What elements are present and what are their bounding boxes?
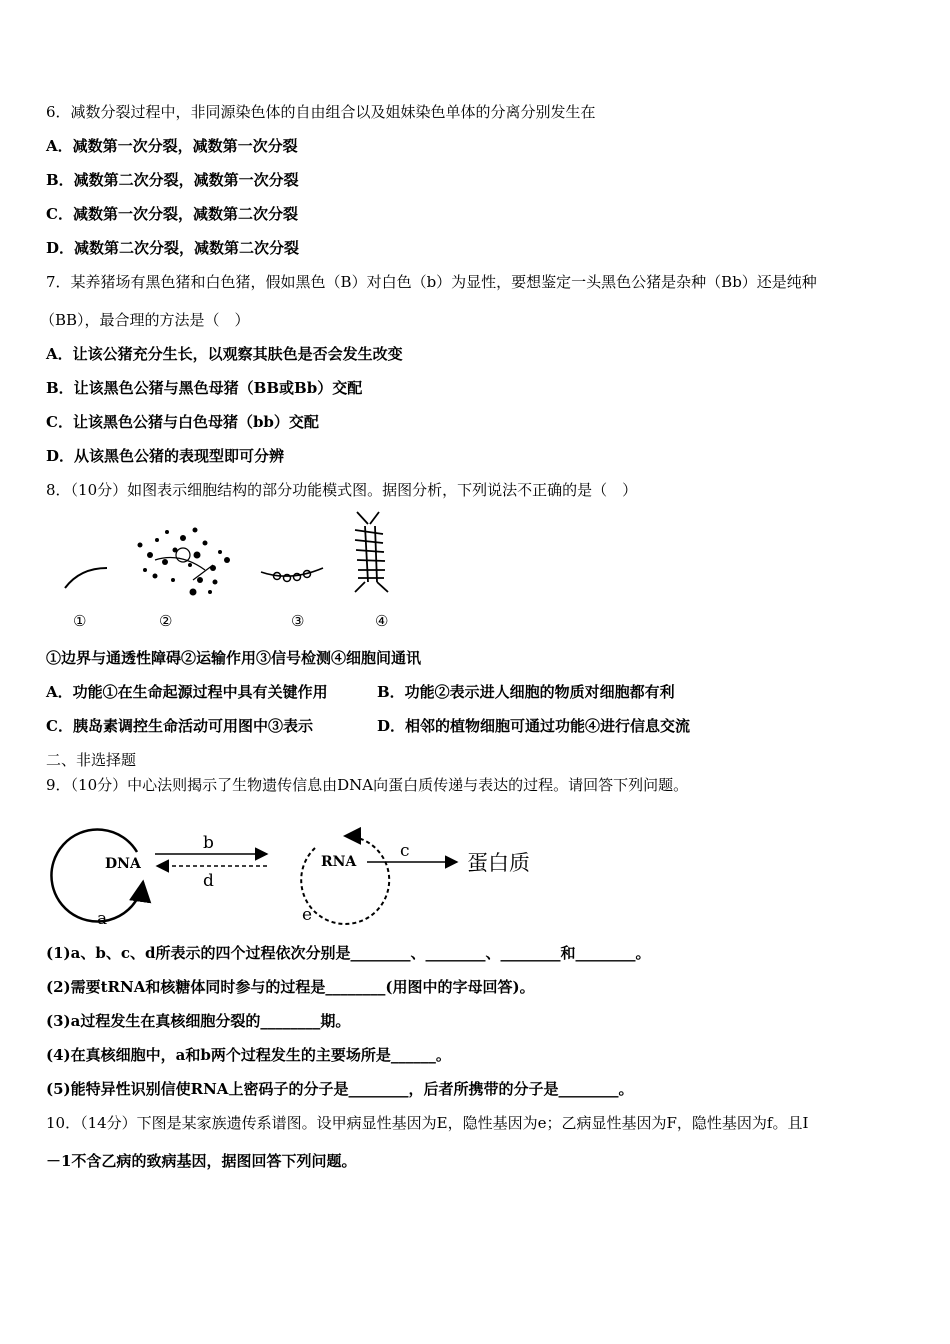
figure-label-2: ②	[159, 612, 173, 630]
replication-loop	[51, 830, 143, 922]
section-heading: 二、非选择题	[46, 751, 137, 769]
cell-function-figure	[55, 510, 415, 635]
q9-sub-4: (4)在真核细胞中，a和b两个过程发生的主要场所是______。	[46, 1046, 451, 1064]
q7-stem-line1: 7．某养猪场有黑色猪和白色猪，假如黑色（B）对白色（b）为显性，要想鉴定一头黑色公猪是杂种（Bb）还是纯种	[46, 273, 817, 291]
central-dogma-diagram	[45, 808, 555, 933]
plasmodesmata-figure	[355, 512, 388, 592]
q10-stem-line2: －1不含乙病的致病基因，据图回答下列问题。	[46, 1152, 357, 1170]
q6-option-a: A．减数第一次分裂，减数第一次分裂	[46, 137, 298, 155]
q8-option-a: A．功能①在生命起源过程中具有关键作用	[46, 683, 328, 701]
rna-replication-loop	[301, 836, 389, 924]
process-c-label: c	[400, 841, 410, 861]
process-d-label: d	[203, 871, 214, 891]
membrane-arc-figure	[65, 568, 107, 588]
q8-stem: 8．（10分）如图表示细胞结构的部分功能模式图。据图分析，下列说法不正确的是（ ）	[46, 481, 638, 499]
figure-label-1: ①	[73, 612, 87, 630]
receptor-membrane-figure	[261, 568, 323, 576]
q6-stem: 6．减数分裂过程中，非同源染色体的自由组合以及姐妹染色单体的分离分别发生在	[46, 103, 596, 121]
q8-caption: ①边界与通透性障碍②运输作用③信号检测④细胞间通讯	[46, 649, 422, 667]
q7-option-b: B．让该黑色公猪与黑色母猪（BB或Bb）交配	[46, 379, 363, 397]
q9-stem: 9．（10分）中心法则揭示了生物遗传信息由DNA向蛋白质传递与表达的过程。请回答下列问题。	[46, 776, 689, 794]
q9-sub-2: (2)需要tRNA和核糖体同时参与的过程是________(用图中的字母回答)。	[46, 978, 535, 996]
process-b-label: b	[203, 833, 214, 853]
q9-sub-5: (5)能特异性识别信使RNA上密码子的分子是________，后者所携带的分子是________。	[46, 1080, 634, 1098]
q9-sub-1: (1)a、b、c、d所表示的四个过程依次分别是________、________、________和________。	[46, 944, 651, 962]
protein-label: 蛋白质	[467, 851, 530, 875]
q8-option-d: D．相邻的植物细胞可通过功能④进行信息交流	[377, 717, 691, 735]
q8-option-c: C．胰岛素调控生命活动可用图中③表示	[46, 717, 313, 735]
q6-option-b: B．减数第二次分裂，减数第一次分裂	[46, 171, 299, 189]
process-e-label: e	[302, 905, 313, 925]
q7-option-d: D．从该黑色公猪的表现型即可分辨	[46, 447, 285, 465]
q6-option-c: C．减数第一次分裂，减数第二次分裂	[46, 205, 298, 223]
q7-stem-line2: （BB），最合理的方法是（ ）	[40, 311, 250, 329]
q9-sub-3: (3)a过程发生在真核细胞分裂的________期。	[46, 1012, 351, 1030]
q7-option-a: A．让该公猪充分生长，以观察其肤色是否会发生改变	[46, 345, 403, 363]
figure-label-4: ④	[375, 612, 389, 630]
q8-option-b: B．功能②表示进人细胞的物质对细胞都有利	[377, 683, 675, 701]
rna-label: RNA	[321, 854, 357, 870]
q10-stem-line1: 10．（14分）下图是某家族遗传系谱图。设甲病显性基因为E，隐性基因为e；乙病显性基因为F，隐性基因为f。且Ⅰ	[46, 1114, 809, 1132]
figure-label-3: ③	[291, 612, 305, 630]
q7-option-c: C．让该黑色公猪与白色母猪（bb）交配	[46, 413, 319, 431]
q6-option-d: D．减数第二次分裂，减数第二次分裂	[46, 239, 300, 257]
process-a-label: a	[97, 909, 108, 929]
dna-label: DNA	[105, 856, 141, 872]
